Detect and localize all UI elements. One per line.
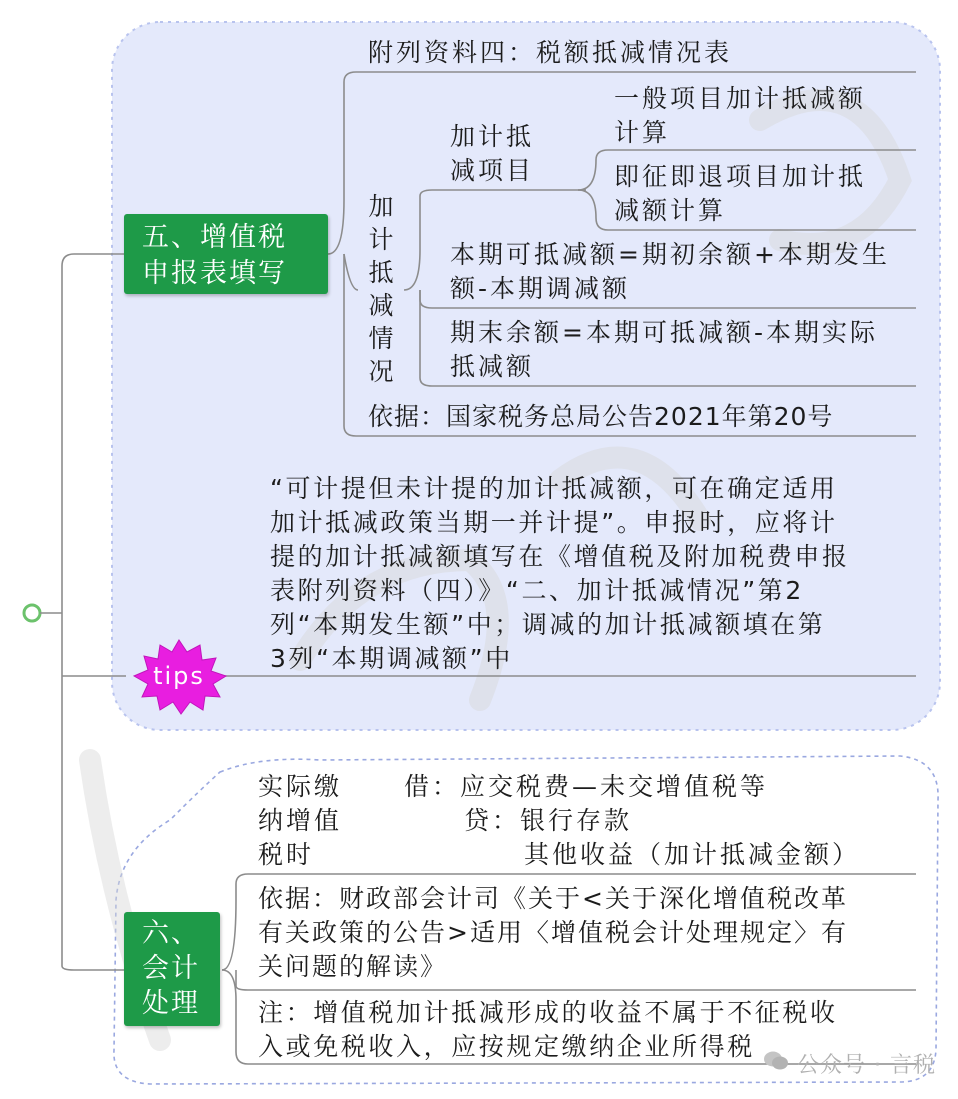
- journal-credit[interactable]: 贷：银行存款: [464, 806, 633, 835]
- label-char: 抵: [368, 258, 394, 287]
- text-line: 减项目: [450, 156, 535, 185]
- topic-title-line: 五、增值税: [142, 222, 287, 253]
- tips-label: tips: [153, 662, 205, 690]
- general-project-deduction-node[interactable]: [614, 82, 866, 150]
- text-line: 一般项目加计抵减额: [614, 84, 867, 113]
- basis-announcement-node[interactable]: 依据：国家税务总局公告2021年第20号: [368, 402, 834, 431]
- current-deductible-node[interactable]: [450, 238, 890, 306]
- text-line: 计算: [614, 118, 671, 147]
- text-line: 纳增值: [258, 806, 343, 835]
- journal-debit[interactable]: 借：应交税费—未交增值税等: [404, 772, 769, 801]
- immediate-refund-deduction-node[interactable]: [614, 160, 866, 228]
- label-char: 计: [368, 225, 394, 254]
- text-line: 即征即退项目加计抵: [614, 162, 867, 191]
- text-line: 列“本期发生额”中；调减的加计抵减额填在第: [270, 610, 826, 639]
- additional-deduction-label[interactable]: [366, 190, 396, 388]
- topic-vat-return-filling[interactable]: [124, 214, 328, 294]
- text-line: 表附列资料（四）》“二、加计抵减情况”第2: [270, 576, 804, 605]
- topic-title-line: 申报表填写: [142, 258, 287, 289]
- topic-title-line: 六、: [142, 918, 200, 949]
- text-line: 本期可抵减额=期初余额+本期发生: [450, 240, 890, 269]
- topic-title-line: 会计: [142, 953, 200, 984]
- text-line: 实际缴: [258, 772, 343, 801]
- text-line: 加计抵减政策当期一并计提”。申报时，应将计: [270, 508, 838, 537]
- journal-credit-other-income[interactable]: 其他收益（加计抵减金额）: [524, 840, 861, 869]
- income-tax-note-node[interactable]: [258, 996, 838, 1064]
- label-char: 加: [368, 192, 394, 221]
- root-node[interactable]: [24, 605, 40, 621]
- text-line: 抵减额: [450, 352, 535, 381]
- text-line: 减额计算: [614, 196, 727, 225]
- topic-title-line: 处理: [142, 988, 200, 1019]
- text-line: 依据：财政部会计司《关于<关于深化增值税改革: [258, 884, 848, 913]
- topic-accounting-treatment[interactable]: [124, 912, 220, 1026]
- tips-content[interactable]: [270, 472, 850, 676]
- account-watermark: [797, 1048, 936, 1079]
- wechat-icon: [763, 1050, 789, 1072]
- label-char: 情: [368, 324, 394, 353]
- deduction-items-label[interactable]: [450, 120, 534, 188]
- watermark-text: 公众号 · 言税: [797, 1053, 936, 1078]
- text-line: 税时: [258, 840, 315, 869]
- text-line: 加计抵: [450, 122, 535, 151]
- text-line: 入或免税收入，应按规定缴纳企业所得税: [258, 1032, 755, 1061]
- text-line: 额-本期调减额: [450, 274, 631, 303]
- text-line: 注：增值税加计抵减形成的收益不属于不征税收: [258, 998, 838, 1027]
- appendix-four-label[interactable]: 附列资料四：税额抵减情况表: [368, 38, 733, 67]
- text-line: “可计提但未计提的加计抵减额，可在确定适用: [270, 474, 838, 503]
- label-char: 况: [368, 357, 394, 386]
- ending-balance-node[interactable]: [450, 316, 878, 384]
- text-line: 提的加计抵减额填写在《增值税及附加税费申报: [270, 542, 850, 571]
- text-line: 期末余额=本期可抵减额-本期实际: [450, 318, 878, 347]
- text-line: 3列“本期调减额”中: [270, 644, 513, 673]
- text-line: 有关政策的公告>适用〈增值税会计处理规定〉有: [258, 918, 848, 947]
- accounting-basis-node[interactable]: [258, 882, 848, 984]
- actual-payment-label[interactable]: [258, 770, 342, 872]
- text-line: 关问题的解读》: [258, 952, 448, 981]
- label-char: 减: [368, 291, 394, 320]
